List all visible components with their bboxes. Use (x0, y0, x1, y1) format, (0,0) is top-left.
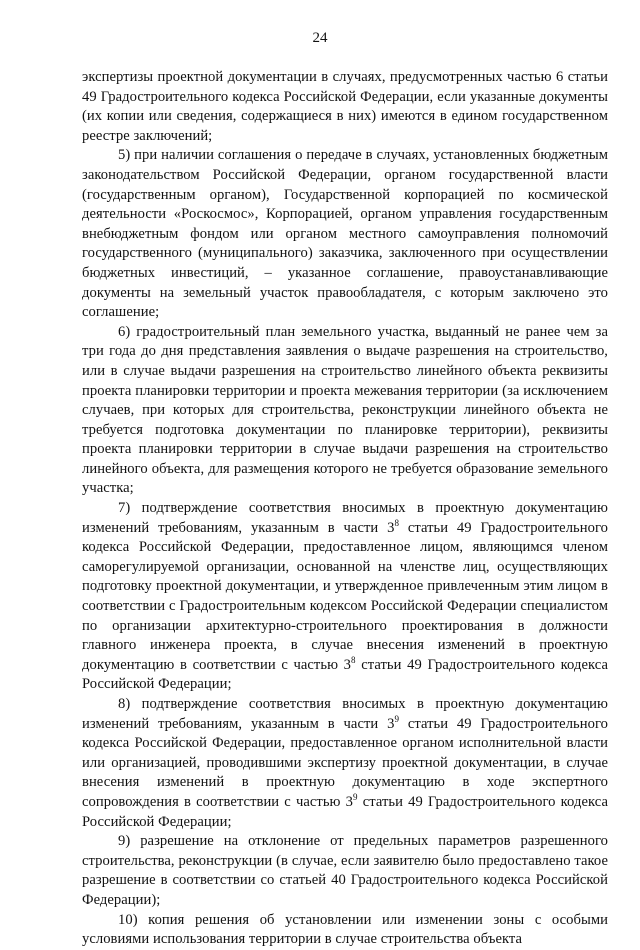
paragraph-7-text-a: 7) подтверждение соответствия вносимых в проектную документацию изменений требованиям, указанным в части 3 (82, 500, 608, 536)
paragraph-9: 9) разрешение на отклонение от предельных параметров разрешенного строительства, реконструкции (в случае, если заявителю было предоставлено такое разрешение в соответствии со статьей 40 Градостроительного кодекса Российской Федерации); (82, 833, 608, 908)
paragraph-8-text-a: 8) подтверждение соответствия вносимых в проектную документацию изменений требованиям, указанным в части 3 (82, 696, 608, 732)
page-number: 24 (312, 30, 328, 46)
paragraph-8-text-c: статьи 49 Градостроительного кодекса Российской Федерации; (82, 793, 608, 830)
paragraph-8 (82, 695, 608, 832)
paragraph-7-text-c: статьи 49 Градостроительного кодекса Российской Федерации; (82, 656, 608, 693)
paragraph-7-superscript-b: 8 (351, 654, 356, 665)
paragraph-8-text-b: статьи 49 Градостроительного кодекса Российской Федерации, предоставленное органом исполнительной власти или организацией, проводившими экспертизу проектной документации, в случае внесения изменений в проектную документацию в ходе экспертного сопровождения в соответствии с частью 3 (82, 715, 608, 810)
document-body (82, 68, 608, 950)
paragraph-10-start: 10) копия решения об установлении или изменении зоны с особыми условиями использования территории в случае строительства объекта (82, 911, 608, 948)
paragraph-6: 6) градостроительный план земельного участка, выданный не ранее чем за три года до дня представления заявления о выдаче разрешения на строительство, или в случае выдачи разрешения на строительство линейного объекта реквизиты проекта планировки территории и проекта межевания территории (за исключением случаев, при которых для строительства, реконструкции линейного объекта не требуется подготовка документации по планировке территории), реквизиты проекта планировки территории в случае выдачи разрешения на строительство линейного объекта, для размещения которого не требуется образование земельного участка; (82, 323, 608, 497)
paragraph-5: 5) при наличии соглашения о передаче в случаях, установленных бюджетным законодательством Российской Федерации, органом государственной власти (государственным органом), Государственной корпорацией по космической деятельности «Роскосмос», Корпорацией, органом управления государственным внебюджетным фондом или органом местного самоуправления полномочий государственного (муниципального) заказчика, заключенного при осуществлении бюджетных инвестиций, – указанное соглашение, правоустанавливающие документы на земельный участок правообладателя, с которым заключено это соглашение; (82, 147, 608, 321)
paragraph-7-text-b: статьи 49 Градостроительного кодекса Российской Федерации, предоставленное лицом, являющимся членом саморегулируемой организации, основанной на членстве лиц, осуществляющих подготовку проектной документации, и утвержденное привлеченным этим лицом в соответствии с Градостроительным кодексом Российской Федерации специалистом по организации архитектурно-строительного проектирования в должности главного инженера проекта, в случае внесения изменений в проектную документацию в соответствии с частью 3 (82, 519, 608, 673)
paragraph-7 (82, 499, 608, 695)
paragraph-8-superscript-a: 9 (394, 713, 399, 724)
paragraph-8-superscript-b: 9 (353, 791, 358, 802)
paragraph-4-continuation: экспертизы проектной документации в случаях, предусмотренных частью 6 статьи 49 Градостроительного кодекса Российской Федерации, если указанные документы (их копии или сведения, содержащиеся в них) имеются в едином государственном реестре заключений; (82, 69, 608, 144)
paragraph-7-superscript-a: 8 (394, 517, 399, 528)
